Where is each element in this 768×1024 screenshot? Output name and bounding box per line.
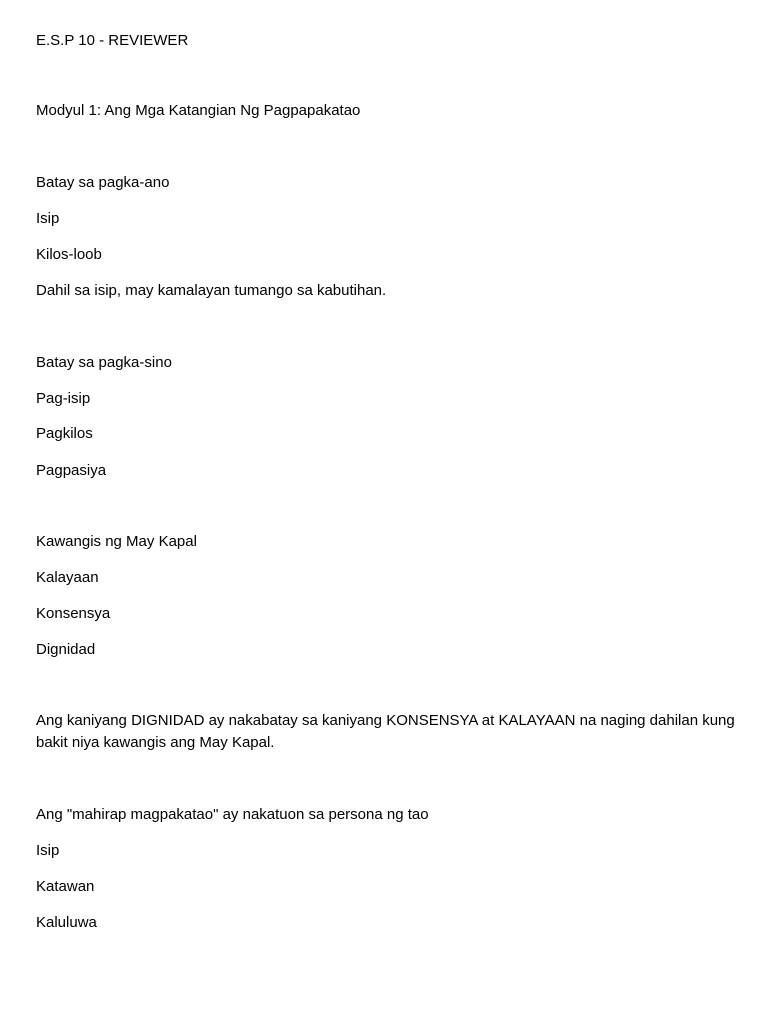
section-note: Dahil sa isip, may kamalayan tumango sa kabutihan. <box>36 282 387 299</box>
list-item: Isip <box>36 210 60 227</box>
list-item: Kaluluwa <box>36 914 97 931</box>
list-item: Kalayaan <box>36 569 99 586</box>
list-item: Isip <box>36 842 60 859</box>
section-heading: Kawangis ng May Kapal <box>36 533 197 550</box>
list-item: Katawan <box>36 878 95 895</box>
list-item: Kilos-loob <box>36 246 102 263</box>
list-item: Pagkilos <box>36 425 93 442</box>
section-heading: Batay sa pagka-ano <box>36 174 170 191</box>
module-heading: Modyul 1: Ang Mga Katangian Ng Pagpapakatao <box>36 102 361 119</box>
section-heading: Batay sa pagka-sino <box>36 354 172 371</box>
list-item: Dignidad <box>36 641 96 658</box>
list-item: Pagpasiya <box>36 462 107 479</box>
body-paragraph: Ang kaniyang DIGNIDAD ay nakabatay sa kaniyang KONSENSYA at KALAYAAN na naging dahilan kung bakit niya kawangis ang May Kapal. <box>36 712 735 751</box>
list-item: Konsensya <box>36 605 111 622</box>
list-item: Pag-isip <box>36 390 91 407</box>
section-heading: Ang "mahirap magpakatao" ay nakatuon sa persona ng tao <box>36 806 429 823</box>
document-title: E.S.P 10 - REVIEWER <box>36 32 189 49</box>
